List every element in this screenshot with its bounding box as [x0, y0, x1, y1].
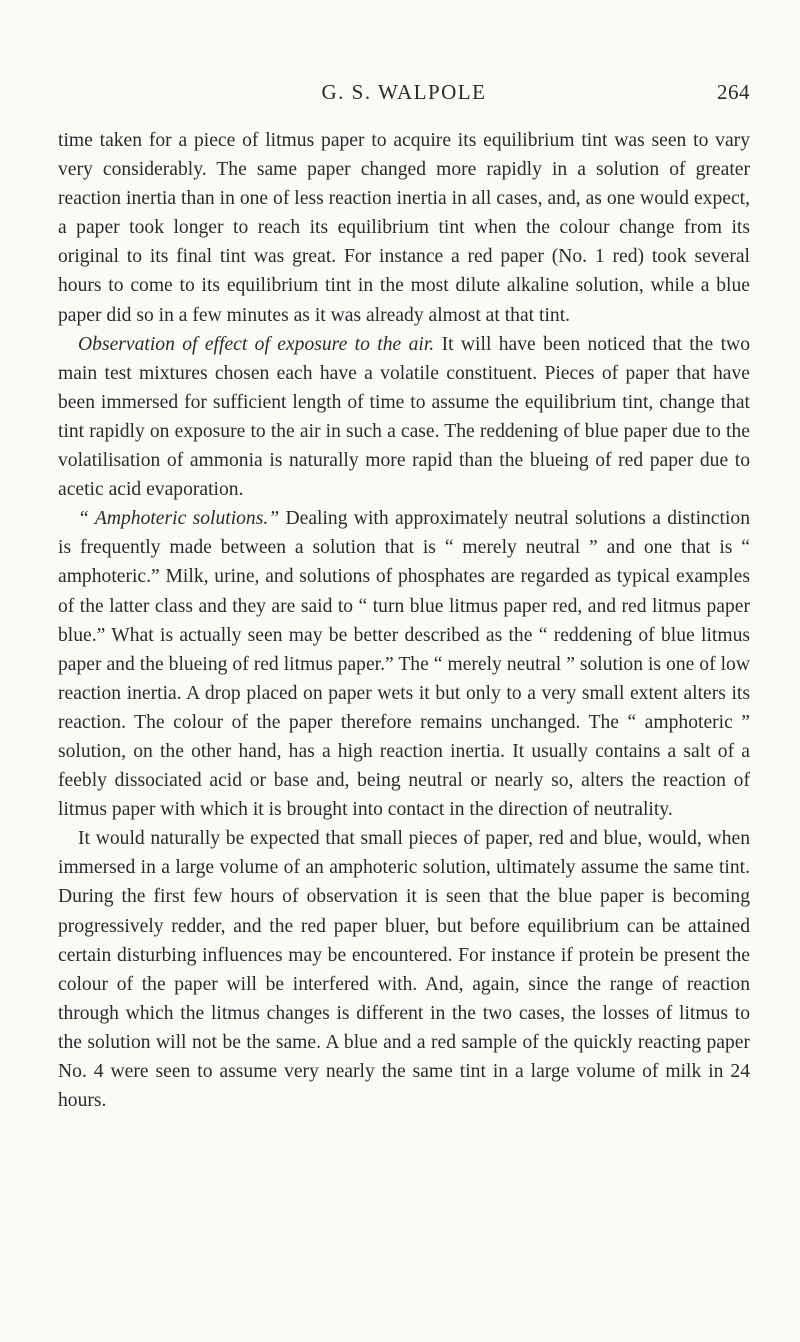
- paragraph-heading: Observation of effect of exposure to the air.: [78, 333, 435, 355]
- paragraph: [58, 330, 750, 505]
- paragraph: [58, 504, 750, 824]
- paragraph-heading: “ Amphoteric solutions.”: [78, 508, 280, 530]
- body-text: [58, 126, 750, 1115]
- paragraph: [58, 824, 750, 1115]
- page-number: 264: [717, 80, 750, 104]
- paragraph: [58, 126, 750, 330]
- running-title: G. S. WALPOLE: [321, 80, 487, 104]
- running-head: [58, 80, 750, 114]
- paragraph-text: Dealing with approximately neutral solutions a distinction is frequently made between a solution that is “ merely neutral ” and one that is “ amphoteric.” Milk, urine, and solutions of phosphates are regarded as typical examples of the latter class and they are said to “ turn blue litmus paper red, and red litmus paper blue.” What is actually seen may be better described as the “ reddening of blue litmus paper and the blueing of red litmus paper.” The “ merely neutral ” solution is one of low reaction inertia. A drop placed on paper wets it but only to a very small extent alters its reaction. The colour of the paper therefore remains unchanged. The “ amphoteric ” solution, on the other hand, has a high reaction inertia. It usually contains a salt of a feebly dissociated acid or base and, being neutral or nearly so, alters the reaction of litmus paper with which it is brought into contact in the direction of neutrality.: [58, 508, 750, 821]
- paragraph-text: It would naturally be expected that small pieces of paper, red and blue, would, when immersed in a large volume of an amphoteric solution, ultimately assume the same tint. During the first few hours of observation it is seen that the blue paper is becoming progressively redder, and the red paper bluer, but before equilibrium can be attained certain disturbing influences may be encountered. For instance if protein be present the colour of the paper will be interfered with. And, again, since the range of reaction through which the litmus changes is different in the two cases, the losses of litmus to the solution will not be the same. A blue and a red sample of the quickly reacting paper No. 4 were seen to assume very nearly the same tint in a large volume of milk in 24 hours.: [58, 828, 750, 1112]
- paragraph-text: time taken for a piece of litmus paper to acquire its equilibrium tint was seen to vary very considerably. The same paper changed more rapidly in a solution of greater reaction inertia than in one of less reaction inertia in all cases, and, as one would expect, a paper took longer to reach its equilibrium tint when the colour change from its original to its final tint was great. For instance a red paper (No. 1 red) took several hours to come to its equilibrium tint in the most dilute alkaline solution, while a blue paper did so in a few minutes as it was already almost at that tint.: [58, 130, 750, 326]
- paragraph-text: It will have been noticed that the two main test mixtures chosen each have a volatile constituent. Pieces of paper that have been immersed for sufficient length of time to assume the equilibrium tint, change that tint rapidly on exposure to the air in such a case. The reddening of blue paper due to the volatilisation of ammonia is naturally more rapid than the blueing of red paper due to acetic acid evaporation.: [58, 333, 750, 501]
